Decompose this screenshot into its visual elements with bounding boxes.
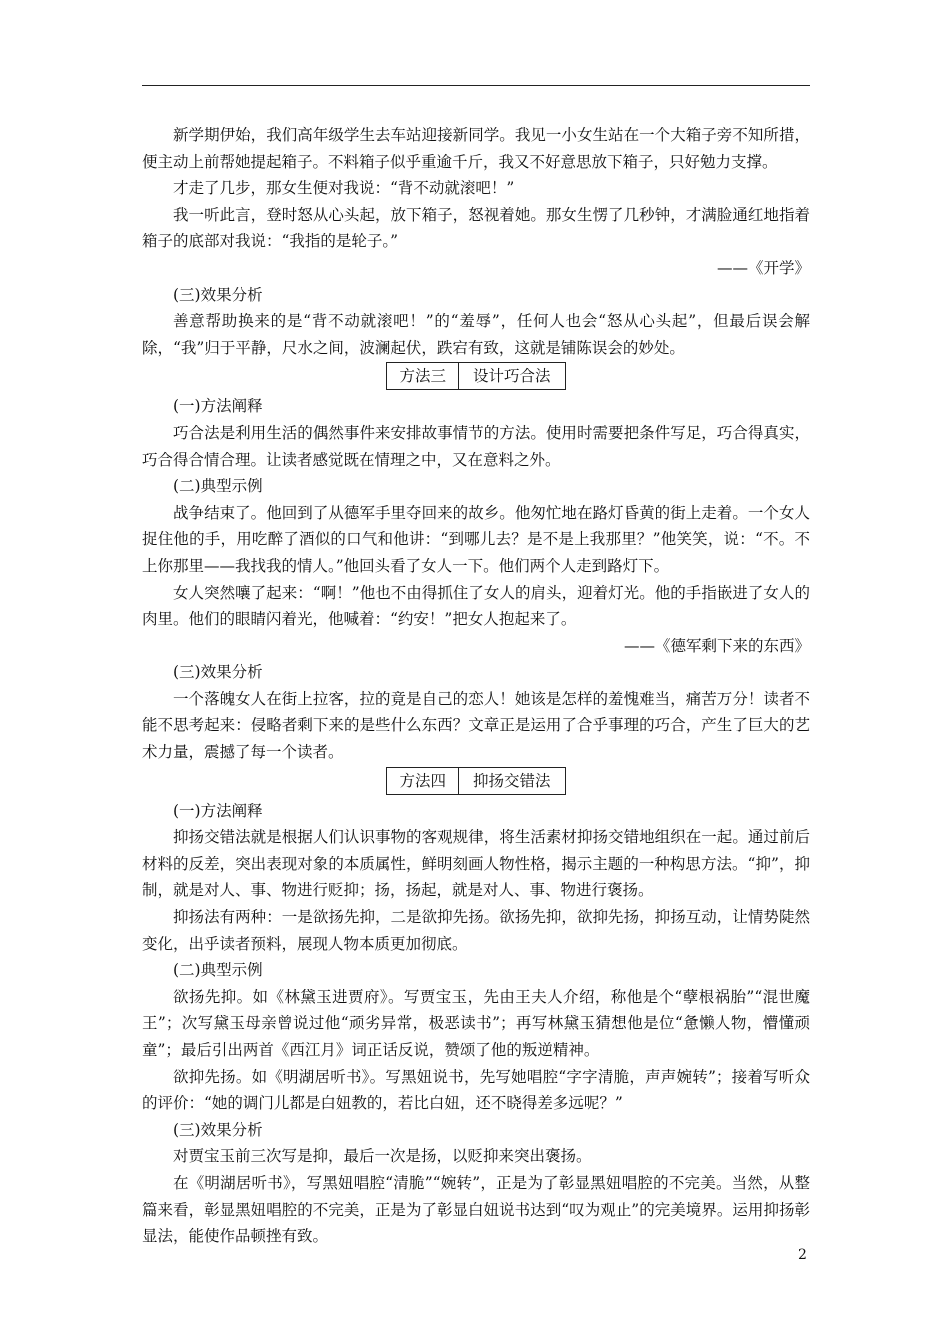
paragraph: 女人突然嚷了起来：“啊！”他也不由得抓住了女人的肩头，迎着灯光。他的手指嵌进了女人的肉里。他们的眼睛闪着光，他喊着：“约安！”把女人抱起来了。 <box>142 583 810 629</box>
method-title-box <box>142 362 810 390</box>
subheading-example: (二)典型示例 <box>173 961 263 980</box>
paragraph: 新学期伊始，我们高年级学生去车站迎接新同学。我见一小女生站在一个大箱子旁不知所措，便主动上前帮她提起箱子。不料箱子似乎重逾千斤，我又不好意思放下箱子，只好勉力支撑。 <box>142 126 810 171</box>
subheading-effect: (三)效果分析 <box>173 285 263 304</box>
paragraph: 战争结束了。他回到了从德军手里夺回来的故乡。他匆忙地在路灯昏黄的街上走着。一个女人捉住他的手，用吃醉了酒似的口气和他讲：“到哪儿去？是不是上我那里？”他笑笑，说：“不。不上你那里——我找我的情人。”他回头看了女人一下。他们两个人走到路灯下。 <box>142 503 810 575</box>
paragraph: 抑扬交错法就是根据人们认识事物的客观规律，将生活素材抑扬交错地组织在一起。通过前后材料的反差，突出表现对象的本质属性，鲜明刻画人物性格，揭示主题的一种构思方法。“抑”，抑制，就是对人、事、物进行贬抑；扬，扬起，就是对人、事、物进行褒扬。 <box>142 828 810 900</box>
page-body <box>142 122 810 1250</box>
source-citation: ——《德军剩下来的东西》 <box>623 636 810 655</box>
method-name: 抑扬交错法 <box>459 767 566 794</box>
page-number: 2 <box>798 1247 807 1263</box>
paragraph: 我一听此言，登时怒从心头起，放下箱子，怒视着她。那女生愣了几秒钟，才满脸通红地指着箱子的底部对我说：“我指的是轮子。” <box>142 205 810 251</box>
subheading-example: (二)典型示例 <box>173 477 263 496</box>
subheading-explain: (一)方法阐释 <box>173 801 263 820</box>
paragraph: 巧合法是利用生活的偶然事件来安排故事情节的方法。使用时需要把条件写足，巧合得真实，巧合得合情合理。让读者感觉既在情理之中，又在意料之外。 <box>142 423 810 469</box>
source-citation: ——《开学》 <box>716 258 810 277</box>
method-title-box <box>142 767 810 795</box>
paragraph: 才走了几步，那女生便对我说：“背不动就滚吧！” <box>173 179 515 198</box>
paragraph: 在《明湖居听书》，写黑妞唱腔“清脆”“婉转”，正是为了彰显黑妞唱腔的不完美。当然，从整篇来看，彰显黑妞唱腔的不完美，正是为了彰显白妞说书达到“叹为观止”的完美境界。运用抑扬彰显法，能使作品顿挫有致。 <box>142 1173 810 1246</box>
subheading-effect: (三)效果分析 <box>173 1120 263 1139</box>
subheading-effect: (三)效果分析 <box>173 663 263 682</box>
method-label: 方法四 <box>387 767 459 794</box>
paragraph: 欲抑先扬。如《明湖居听书》。写黑妞说书，先写她唱腔“字字清脆，声声婉转”；接着写听众的评价：“她的调门儿都是白妞教的，若比白妞，还不晓得差多远呢？” <box>142 1067 810 1113</box>
paragraph: 欲扬先抑。如《林黛玉进贾府》。写贾宝玉，先由王夫人介绍，称他是个“孽根祸胎”“混世魔王”；次写黛玉母亲曾说过他“顽劣异常，极恶读书”；再写林黛玉猜想他是位“惫懒人物，懵懂顽童”；最后引出两首《西江月》词正话反说，赞颂了他的叛逆精神。 <box>142 987 810 1059</box>
method-label: 方法三 <box>387 363 459 390</box>
paragraph: 对贾宝玉前三次写是抑，最后一次是扬，以贬抑来突出褒扬。 <box>173 1147 592 1166</box>
paragraph: 善意帮助换来的是“背不动就滚吧！”的“羞辱”，任何人也会“怒从心头起”，但最后误会解除，“我”归于平静，尺水之间，波澜起伏，跌宕有致，这就是铺陈误会的妙处。 <box>142 312 810 357</box>
paragraph: 一个落魄女人在街上拉客，拉的竟是自己的恋人！她该是怎样的羞愧难当，痛苦万分！读者不能不思考起来：侵略者剩下来的是些什么东西？文章正是运用了合乎事理的巧合，产生了巨大的艺术力量，震撼了每一个读者。 <box>142 689 810 762</box>
header-rule <box>142 85 810 86</box>
method-name: 设计巧合法 <box>459 363 566 390</box>
paragraph: 抑扬法有两种：一是欲扬先抑，二是欲抑先扬。欲扬先抑，欲抑先扬，抑扬互动，让情势陡然变化，出乎读者预料，展现人物本质更加彻底。 <box>142 908 810 953</box>
subheading-explain: (一)方法阐释 <box>173 397 263 416</box>
